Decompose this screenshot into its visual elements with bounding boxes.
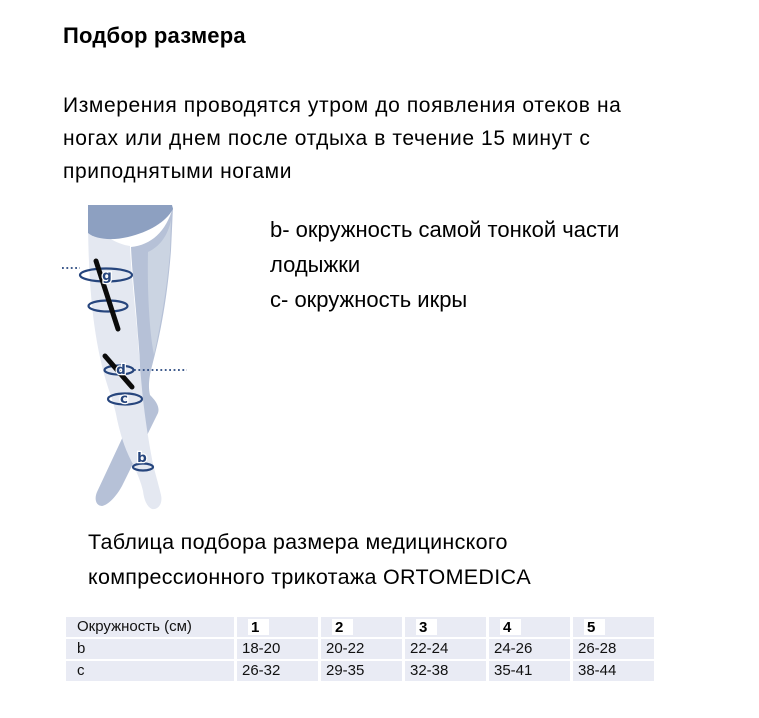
leg-figure-svg xyxy=(62,198,238,514)
row-b-size-2: 20-22 xyxy=(321,639,402,659)
figure-label-d: d xyxy=(116,362,126,378)
row-b-size-3: 22-24 xyxy=(405,639,486,659)
measurement-notes xyxy=(270,212,619,317)
size-header-4-badge: 4 xyxy=(500,619,521,635)
size-header-3-badge: 3 xyxy=(416,619,437,635)
intro-line-2: ногах или днем после отдыха в течение 15 минут с xyxy=(63,127,591,150)
size-header-2 xyxy=(321,617,402,637)
caption-line-1: Таблица подбора размера медицинского xyxy=(88,530,508,554)
note-line-b: b- окружность самой тонкой части xyxy=(270,217,620,242)
size-header-1 xyxy=(237,617,318,637)
note-line-c: c- окружность икры xyxy=(270,287,468,312)
figure-label-b: b xyxy=(137,450,147,466)
size-table-caption xyxy=(88,525,531,595)
figure-label-g: g xyxy=(102,268,112,284)
intro-paragraph xyxy=(63,89,621,188)
size-header-5 xyxy=(573,617,654,637)
size-header-3 xyxy=(405,617,486,637)
page-title: Подбор размера xyxy=(63,23,246,48)
size-header-2-badge: 2 xyxy=(332,619,353,635)
row-c-size-5: 38-44 xyxy=(573,661,654,681)
size-header-1-badge: 1 xyxy=(248,619,269,635)
table-corner-header: Окружность (см) xyxy=(66,617,234,637)
row-b-size-5: 26-28 xyxy=(573,639,654,659)
size-header-5-badge: 5 xyxy=(584,619,605,635)
row-c-size-3: 32-38 xyxy=(405,661,486,681)
size-header-4 xyxy=(489,617,570,637)
leg-measurement-diagram xyxy=(62,198,238,514)
row-b-label: b xyxy=(66,639,234,659)
row-c-size-2: 29-35 xyxy=(321,661,402,681)
row-b-size-4: 24-26 xyxy=(489,639,570,659)
row-c-size-1: 26-32 xyxy=(237,661,318,681)
row-c-label: c xyxy=(66,661,234,681)
size-table xyxy=(66,617,654,681)
row-c-size-4: 35-41 xyxy=(489,661,570,681)
caption-line-2: компрессионного трикотажа ORTOMEDICA xyxy=(88,565,531,589)
intro-line-1: Измерения проводятся утром до появления отеков на xyxy=(63,94,622,117)
intro-line-3: приподнятыми ногами xyxy=(63,160,293,183)
figure-label-c: c xyxy=(119,391,129,407)
row-b-size-1: 18-20 xyxy=(237,639,318,659)
note-line-b2: лодыжки xyxy=(270,252,361,277)
